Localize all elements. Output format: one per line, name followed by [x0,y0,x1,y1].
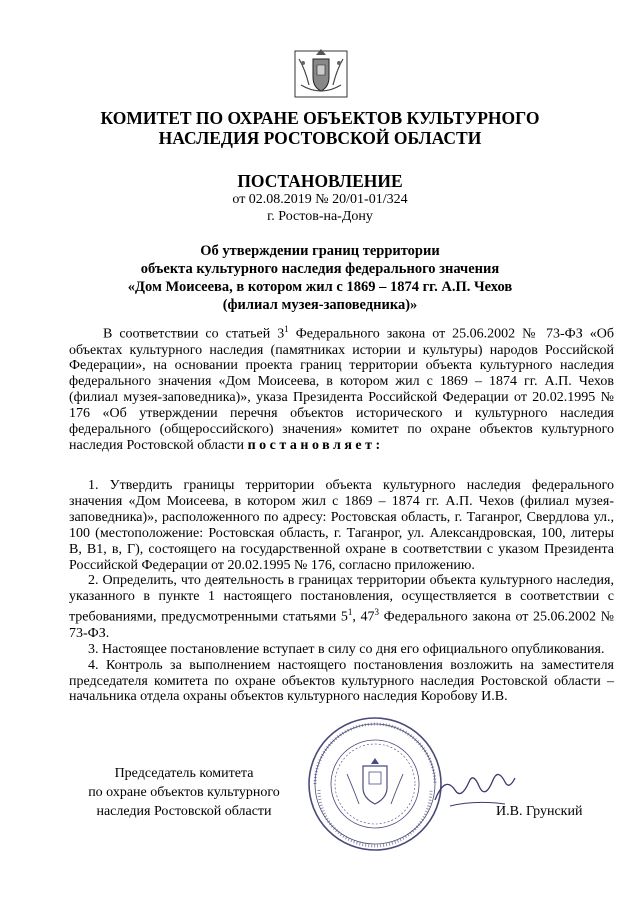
title-line1: Об утверждении границ территории [200,243,440,259]
item-2-sup-b: 3 [374,607,379,618]
preamble-text-rest: Федерального закона от 25.06.2002 № 73-ФЗ «Об объектах культурного наследия (памятниках истории и культуры) народов Российской Федерации», на основании проекта границ территории объекта культурного наследия федерального значения «Дом Моисеева, в котором жил с 1869 – 1874 гг. А.П. Чехов (филиал музея-заповедника)», указа Президента Российской Федерации от 20.02.1995 № 176 «Об утверждении перечня объектов исторического и культурного наследия федерального (общероссийского) значения» комитет по охране объектов культурного наследия Ростовской области [69,326,614,453]
title-line2: объекта культурного наследия федерального значения [140,261,500,277]
item-4: 4. Контроль за выполнением настоящего постановления возложить на заместителя председателя комитета по охране объектов культурного наследия Ростовской области – начальника отдела охраны объектов культурного наследия Коробову И.В. [69,657,614,705]
item-1: 1. Утвердить границы территории объекта культурного наследия федерального значения «Дом Моисеева, в котором жил с 1869 – 1874 гг. А.П. Чехов (филиал музея-заповедника)», расположенного по адресу: Ростовская область, г. Таганрог, Свердлова ул., 100 (местоположение: Ростовская область, г. Таганрог, ул. Александровская, 100, литеры В, В1, в, Г), состоящего на государственной охране в соответствии с указом Президента Российской Федерации от 20.02.1995 № 176, согласно приложению. [69,478,614,573]
rostov-coat-of-arms-icon [293,45,349,101]
signatory-position [69,764,299,821]
item-2-sup-a: 1 [347,607,353,618]
item-2-text-a: 2. Определить, что деятельность в границах территории объекта культурного наследия, указанного в пункте 1 настоящего постановления, осуществляется в соответствии с требованиями, предусмотренными статьями 5 [69,573,614,625]
signatory-name: И.В. Грунский [496,804,583,819]
signatory-position-line2: по охране объектов культурного [88,785,280,800]
resolve-word: постановляет: [247,438,384,453]
item-2 [69,573,614,641]
document-city: г. Ростов-на-Дону [267,209,373,224]
item-2-text-c: Федерального закона от 25.06.2002 № 73-ФЗ. [69,609,615,641]
resolution-items [69,478,614,705]
official-seal-icon [305,714,445,854]
committee-name-line1: КОМИТЕТ ПО ОХРАНЕ ОБЪЕКТОВ КУЛЬТУРНОГО [100,108,540,128]
item-3: 3. Настоящее постановление вступает в силу со дня его официального опубликования. [88,641,605,657]
title-line4: (филиал музея-заповедника)» [222,297,418,313]
item-2-text-b: , 47 [352,609,375,625]
preamble-sup: 1 [284,324,289,334]
preamble [69,322,614,454]
signatory-position-line1: Председатель комитета [114,766,254,781]
title-line3: «Дом Моисеева, в котором жил с 1869 – 1874 гг. А.П. Чехов [127,279,513,295]
committee-name-line2: НАСЛЕДИЯ РОСТОВСКОЙ ОБЛАСТИ [158,128,482,148]
signatory-position-line3: наследия Ростовской области [96,804,272,819]
document-type: ПОСТАНОВЛЕНИЕ [237,171,403,191]
preamble-text-start: В соответствии со статьей 3 [103,326,285,342]
document-date-number: от 02.08.2019 № 20/01-01/324 [232,192,408,207]
